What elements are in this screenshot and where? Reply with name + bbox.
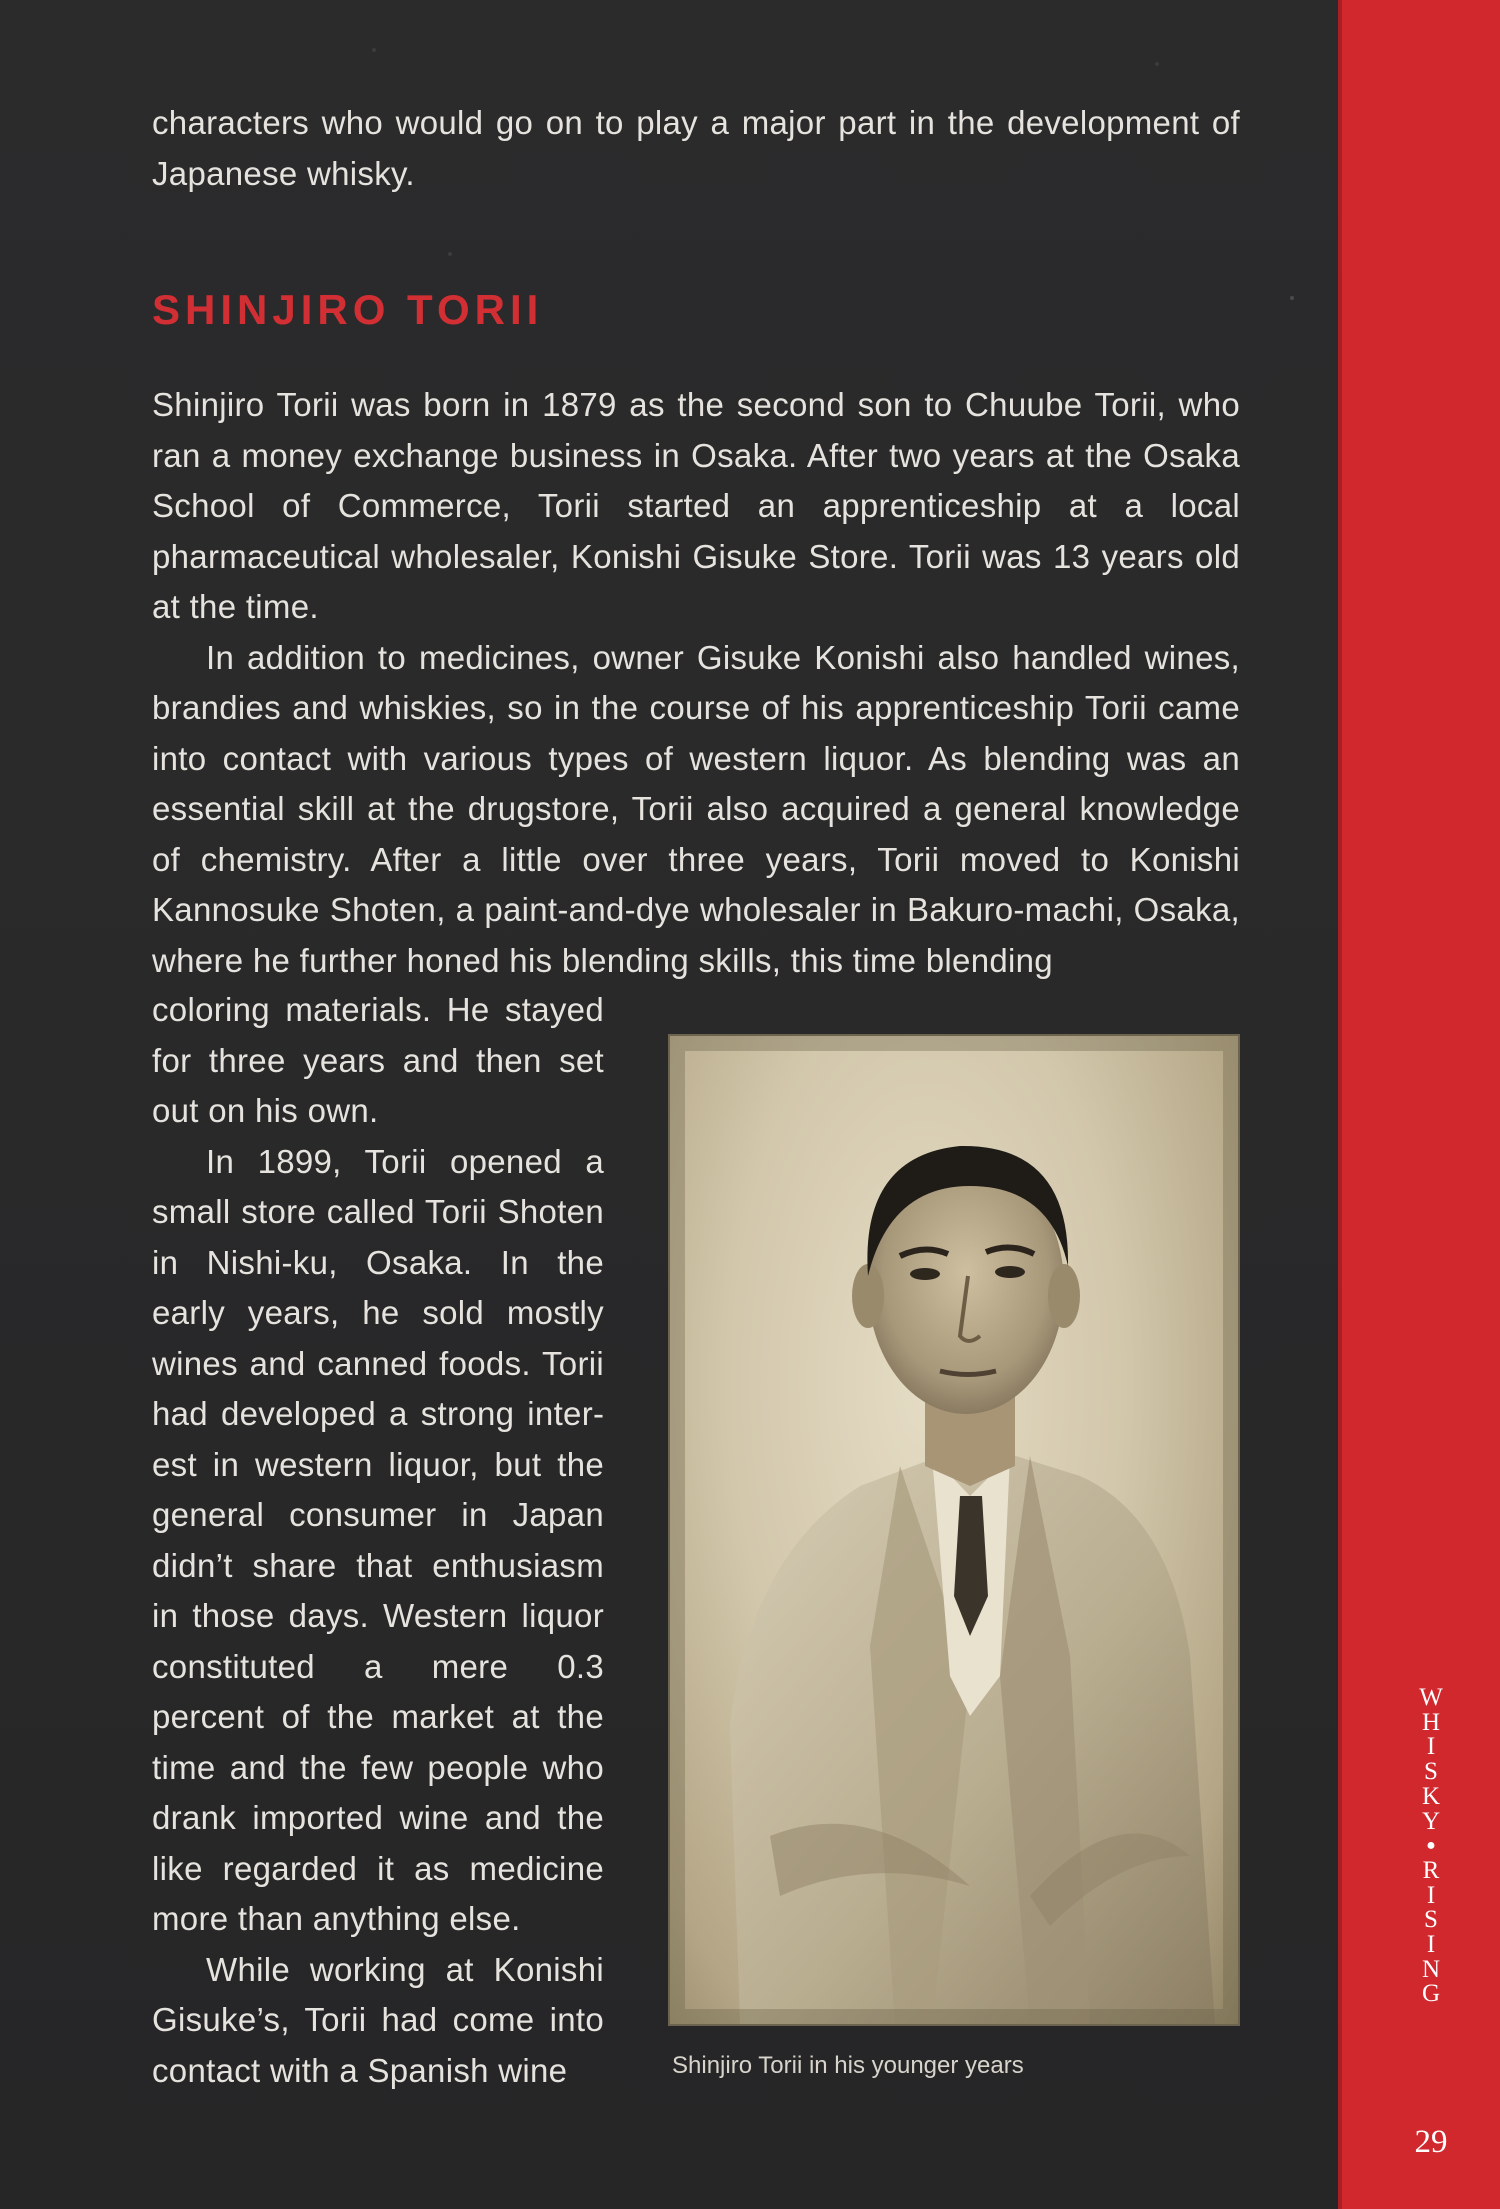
dust-speck: [1155, 62, 1159, 66]
brand-letter: W: [1419, 1684, 1443, 1711]
brand-letter: S: [1424, 1758, 1438, 1786]
portrait-illustration: [670, 1036, 1238, 2024]
intro-paragraph: characters who would go on to play a major part in the development of Japanese whisky.: [152, 104, 1240, 192]
paragraph: While working at Konishi Gisuke’s, Torii had come into contact with a Spanish wine: [152, 1950, 604, 2089]
page-number: 29: [1414, 2124, 1448, 2160]
dust-speck: [1290, 296, 1294, 300]
portrait-photo: [668, 1034, 1240, 2026]
brand-letter: R: [1422, 1856, 1440, 1884]
paragraph: Shinjiro Torii was born in 1879 as the second son to Chuube Torii, who ran a money exchange business in Osaka. After two years at the Osaka School of Commerce, Torii started an apprenticeship at a local pharmaceutical wholesaler, Konishi Gisuke Store. Torii was 13 years old at the time.: [152, 386, 1240, 625]
brand-letter: I: [1426, 1733, 1436, 1761]
vertical-book-title: [1408, 1686, 1454, 2007]
sidebar-edge: [1338, 0, 1342, 2209]
brand-letter: S: [1424, 1906, 1438, 1934]
brand-letter: I: [1426, 1881, 1436, 1909]
photo-caption: Shinjiro Torii in his younger years: [672, 2052, 1024, 2079]
brand-letter: K: [1421, 1782, 1441, 1810]
brand-letter: G: [1421, 1980, 1441, 2008]
dust-speck: [372, 48, 376, 52]
body-text-column: [152, 985, 604, 2096]
paragraph: In 1899, Torii opened a small store called Torii Shoten in Nishi-ku, Osaka. In the early years, he sold mostly wines and canned foods. Torii had developed a strong interest in western liquor, but the general consumer in Japan didn’t share that enthusiasm in those days. Western liquor constituted a mere 0.3 percent of the market at the time and the few people who drank imported wine and the like regarded it as medicine more than anything else.: [152, 1142, 604, 1937]
dust-speck: [448, 252, 452, 256]
brand-letter: N: [1421, 1955, 1441, 1983]
bullet-icon: ●: [1426, 1837, 1436, 1855]
section-heading: SHINJIRO TORII: [152, 286, 544, 333]
paragraph: In addition to medicines, owner Gisuke Konishi also handled wines, brandies and whiskies, so in the course of his apprenticeship Torii came into contact with various types of western liquor. As blending was an essential skill at the drugstore, Torii also acquired a general knowledge of chemistry. After a little over three years, Torii moved to Konishi Kannosuke Shoten, a paint-and-dye wholesaler in Bakuro-machi, Osaka, where he further honed his blending skills, this time blending: [152, 638, 1240, 979]
paragraph: coloring materials. He stayed for three years and then set out on his own.: [152, 991, 604, 1129]
brand-letter: H: [1421, 1708, 1441, 1736]
brand-letter: Y: [1421, 1807, 1441, 1835]
body-text-full-width: [152, 380, 1240, 986]
brand-letter: I: [1426, 1931, 1436, 1959]
